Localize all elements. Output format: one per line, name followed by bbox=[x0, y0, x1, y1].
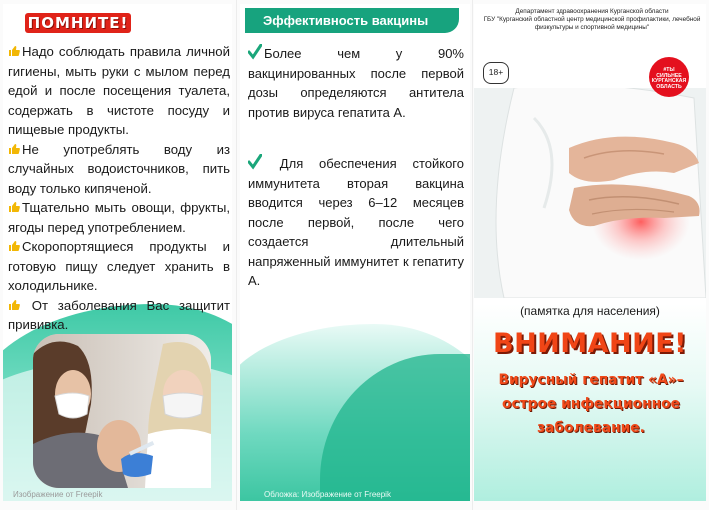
tip-item bbox=[8, 42, 230, 140]
cover-caption: Обложка: Изображение от Freepik bbox=[264, 490, 391, 499]
efficacy-text: Более чем у 90% вакцинированных после первой дозы определяются антитела против вируса гепатита А. bbox=[248, 46, 464, 120]
panel-vaccine-efficacy bbox=[240, 4, 470, 501]
department-name: Департамент здравоохранения Курганской области bbox=[515, 8, 669, 15]
vaccination-illustration bbox=[33, 334, 211, 488]
tip-item bbox=[8, 296, 230, 335]
hepatitis-statement bbox=[478, 368, 704, 440]
organization-name: ГБУ "Курганский областной центр медицинской профилактики, лечебной физкультуры и спортивной медицины" bbox=[483, 16, 701, 31]
image-caption: Изображение от Freepik bbox=[13, 490, 103, 499]
thumbs-up-icon bbox=[8, 240, 20, 252]
thumbs-up-icon bbox=[8, 143, 20, 155]
tip-text: Надо соблюдать правила личной гигиены, мыть руки с мылом перед едой и после посещения туалета, содержать в чистоте посуду и пищевые продукты. bbox=[8, 44, 230, 137]
hepatitis-line: Вирусный гепатит «А»– bbox=[498, 372, 684, 388]
fold-line bbox=[236, 0, 237, 510]
tip-item bbox=[8, 237, 230, 296]
logo-line: СИЛЬНЕЕ bbox=[656, 72, 682, 79]
organization-header bbox=[482, 8, 702, 32]
fold-line bbox=[472, 0, 473, 510]
hepatitis-line: острое инфекционное bbox=[501, 396, 681, 412]
tip-text: Скоропортящиеся продукты и готовую пищу следует хранить в холодильнике. bbox=[8, 239, 230, 293]
tips-list bbox=[8, 42, 230, 335]
thumbs-up-icon bbox=[8, 201, 20, 213]
panel-cover bbox=[474, 4, 706, 501]
remember-badge-label: ПОМНИТЕ! bbox=[27, 14, 129, 32]
tip-text: Тщательно мыть овощи, фрукты, ягоды перед употреблением. bbox=[8, 200, 230, 235]
section-header-label: Эффективность вакцины bbox=[263, 13, 429, 28]
checkmark-icon bbox=[248, 44, 262, 60]
tip-item bbox=[8, 140, 230, 199]
checkmark-icon bbox=[248, 154, 262, 170]
panel-remember bbox=[3, 4, 232, 501]
remember-badge bbox=[25, 13, 131, 33]
efficacy-block bbox=[248, 154, 464, 291]
logo-line: ОБЛАСТЬ bbox=[656, 83, 682, 90]
thumbs-up-icon bbox=[8, 45, 20, 57]
section-header bbox=[245, 8, 459, 33]
tip-text: От заболевания Вас защитит прививка. bbox=[8, 297, 230, 332]
thumbs-up-icon bbox=[8, 299, 20, 311]
vaccination-photo bbox=[33, 334, 211, 488]
brochure-subtitle: (памятка для населения) bbox=[520, 304, 660, 318]
logo-line: КУРГАНСКАЯ bbox=[651, 78, 687, 85]
efficacy-block bbox=[248, 44, 464, 122]
logo-line: #ТЫ bbox=[663, 67, 675, 73]
stomach-pain-illustration bbox=[474, 88, 706, 298]
age-rating-badge: 18+ bbox=[483, 62, 509, 84]
attention-heading: ВНИМАНИЕ! bbox=[493, 328, 687, 359]
efficacy-text: Для обеспечения стойкого иммунитета вторая вакцина вводится через 6–12 месяцев после первой, после чего создается длительный напряженный иммунитет к гепатиту А. bbox=[248, 156, 464, 288]
tip-text: Не употреблять воду из случайных водоисточников, пить воду только кипяченой. bbox=[8, 141, 230, 196]
tip-item bbox=[8, 198, 230, 237]
stomach-pain-photo bbox=[474, 88, 706, 298]
ty-silnee-logo bbox=[649, 57, 689, 97]
hepatitis-line: заболевание. bbox=[537, 420, 645, 436]
